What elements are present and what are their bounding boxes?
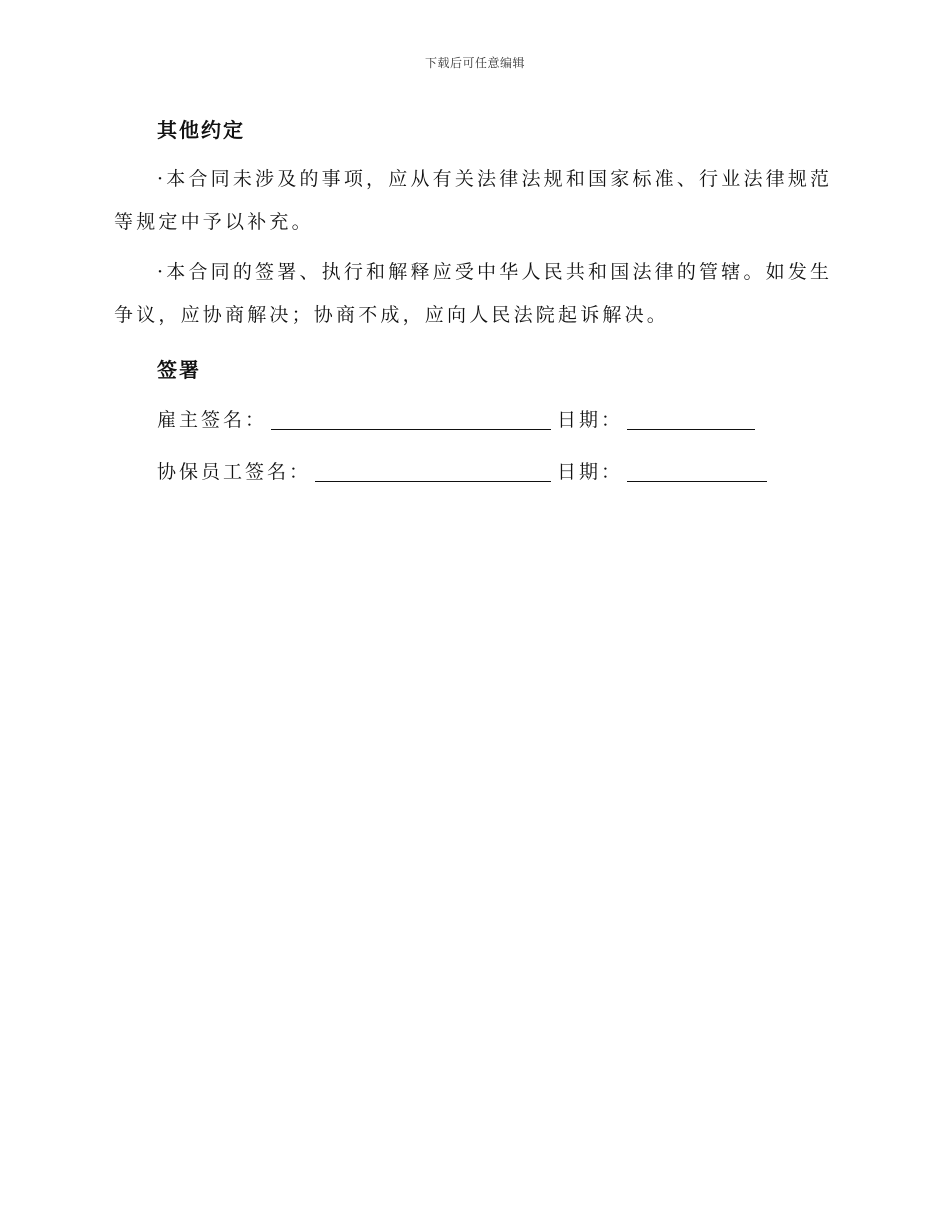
employer-date-label: 日期： xyxy=(557,409,624,431)
employee-signature-row xyxy=(157,457,773,484)
clause-paragraph-2: ·本合同的签署、执行和解释应受中华人民共和国法律的管辖。如发生争议，应协商解决；协商不成，应向人民法院起诉解决。 xyxy=(114,261,833,326)
section-title-other-terms: 其他约定 xyxy=(157,118,245,142)
employer-date-field[interactable] xyxy=(627,411,755,430)
employer-signature-field[interactable] xyxy=(271,411,551,430)
page-header-note: 下载后可任意编辑 xyxy=(424,56,525,70)
section-title-signature: 签署 xyxy=(157,358,201,382)
clause-paragraph-1: ·本合同未涉及的事项，应从有关法律法规和国家标准、行业法律规范等规定中予以补充。 xyxy=(114,168,833,233)
employee-signature-field[interactable] xyxy=(315,463,551,482)
employee-signature-label: 协保员工签名： xyxy=(157,461,312,483)
employer-signature-row xyxy=(157,405,761,432)
employee-date-label: 日期： xyxy=(557,461,624,483)
employer-signature-label: 雇主签名： xyxy=(157,409,268,431)
employee-date-field[interactable] xyxy=(627,463,767,482)
